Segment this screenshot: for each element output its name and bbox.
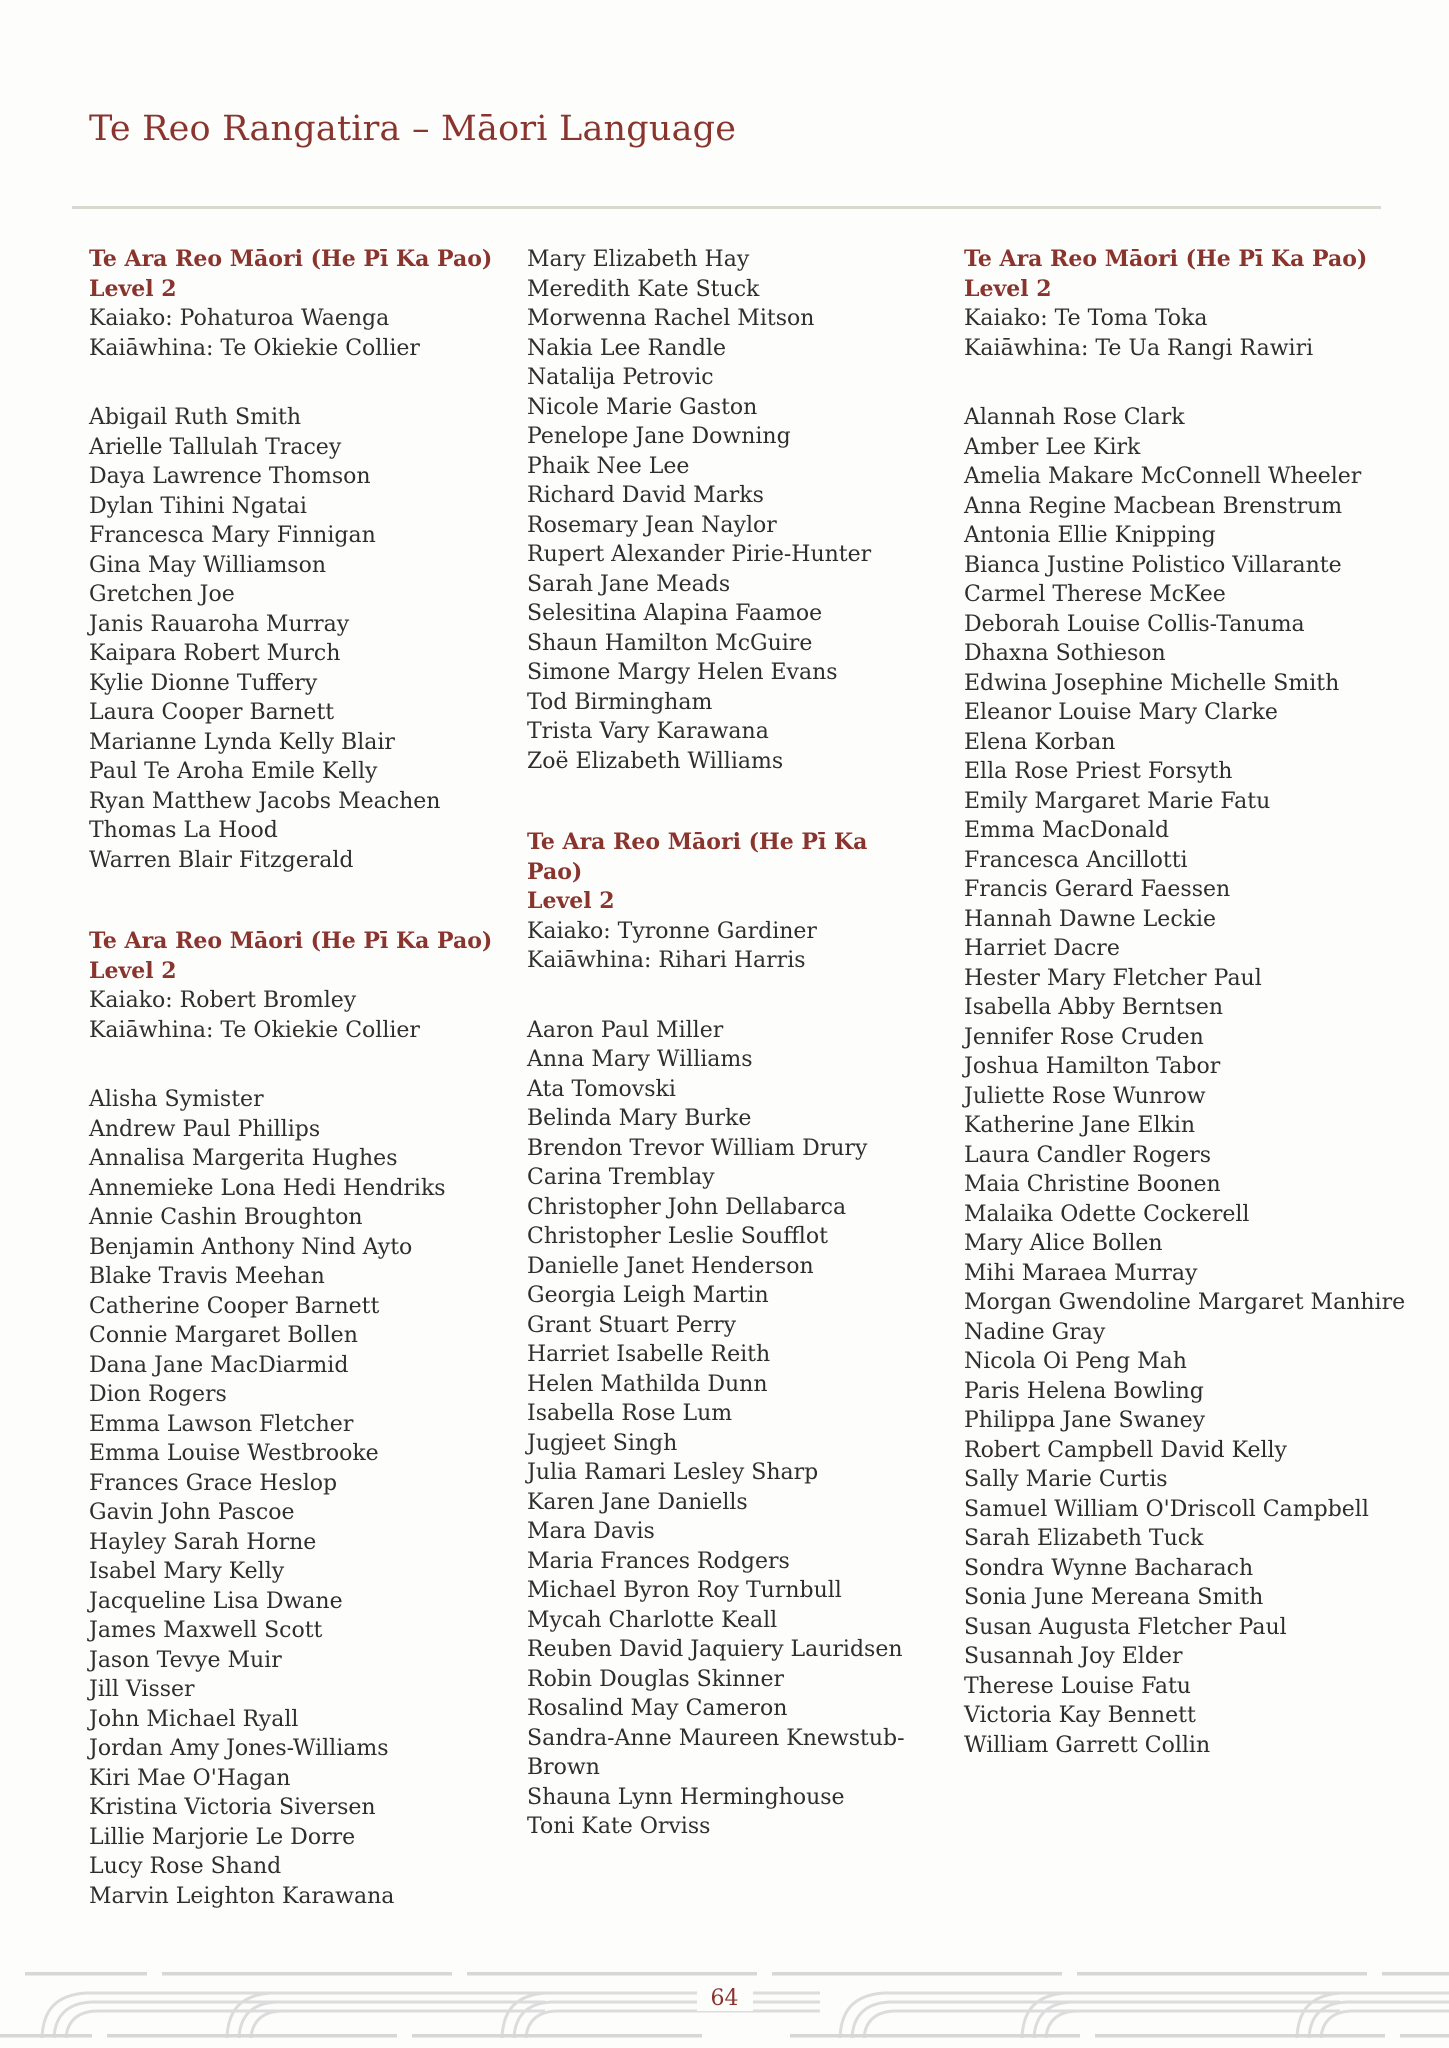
course-section-header xyxy=(89,927,521,1045)
student-name: Jordan Amy Jones-Williams xyxy=(89,1736,389,1761)
student-name: Carina Tremblay xyxy=(527,1165,715,1190)
student-name: Kylie Dionne Tuffery xyxy=(89,670,318,696)
student-name: Thomas La Hood xyxy=(89,818,278,843)
student-name: Deborah Louise Collis-Tanuma xyxy=(964,611,1305,637)
course-level: Level 2 xyxy=(89,275,177,302)
course-level: Level 2 xyxy=(964,275,1052,302)
student-name: Paul Te Aroha Emile Kelly xyxy=(89,759,378,784)
student-name: Annemieke Lona Hedi Hendriks xyxy=(89,1175,446,1201)
student-name: Aaron Paul Miller xyxy=(527,1017,724,1043)
student-name: Victoria Kay Bennett xyxy=(964,1703,1196,1728)
student-name: Kiri Mae O'Hagan xyxy=(89,1765,291,1791)
course-level: Level 2 xyxy=(89,957,177,984)
course-section-header xyxy=(964,245,1446,363)
student-name: Gavin John Pascoe xyxy=(89,1500,295,1525)
student-name: Selesitina Alapina Faamoe xyxy=(527,601,823,626)
student-name: Rosalind May Cameron xyxy=(527,1696,788,1721)
student-name: Tod Birmingham xyxy=(527,689,713,715)
student-name: Rupert Alexander Pirie-Hunter xyxy=(527,542,872,567)
student-name: Arielle Tallulah Tracey xyxy=(89,434,342,460)
course-title: Te Ara Reo Māori (He Pī Ka Pao) xyxy=(89,246,493,272)
student-name: Karen Jane Daniells xyxy=(527,1489,748,1515)
column-left xyxy=(89,245,521,1911)
student-name: Francesca Ancillotti xyxy=(964,847,1188,873)
course-level: Level 2 xyxy=(527,888,615,914)
student-name: Lillie Marjorie Le Dorre xyxy=(89,1824,356,1850)
student-name: Emma Lawson Fletcher xyxy=(89,1411,354,1437)
kaiako-line: Kaiako: Tyronne Gardiner xyxy=(527,918,817,944)
student-name: Mary Elizabeth Hay xyxy=(527,247,750,272)
student-name: Brendon Trevor William Drury xyxy=(527,1135,868,1161)
student-name: Emma Louise Westbrooke xyxy=(89,1441,379,1466)
student-name: Emma MacDonald xyxy=(964,818,1170,843)
student-name-list xyxy=(527,245,919,776)
student-name: Morwenna Rachel Mitson xyxy=(527,306,815,331)
student-name: Sandra-Anne Maureen Knewstub-Brown xyxy=(527,1725,905,1780)
student-name: Nicola Oi Peng Mah xyxy=(964,1349,1187,1374)
student-name: Daya Lawrence Thomson xyxy=(89,464,371,489)
student-name: Francesca Mary Finnigan xyxy=(89,523,376,548)
student-name: Dion Rogers xyxy=(89,1382,227,1407)
student-name: Shauna Lynn Herminghouse xyxy=(527,1784,845,1810)
student-name: Samuel William O'Driscoll Campbell xyxy=(964,1496,1369,1522)
student-name: Nicole Marie Gaston xyxy=(527,394,758,420)
student-name: Bianca Justine Polistico Villarante xyxy=(964,552,1342,578)
student-name: Carmel Therese McKee xyxy=(964,582,1226,607)
student-name: Annie Cashin Broughton xyxy=(89,1205,363,1230)
student-name: Robert Campbell David Kelly xyxy=(964,1437,1287,1463)
student-name: Edwina Josephine Michelle Smith xyxy=(964,670,1340,696)
student-name: Sally Marie Curtis xyxy=(964,1467,1168,1492)
student-name: Danielle Janet Henderson xyxy=(527,1253,814,1279)
course-title: Te Ara Reo Māori (He Pī Ka Pao) xyxy=(964,246,1368,272)
student-name: Grant Stuart Perry xyxy=(527,1312,737,1338)
student-name: Georgia Leigh Martin xyxy=(527,1283,769,1308)
student-name: Helen Mathilda Dunn xyxy=(527,1371,768,1397)
student-name: Amber Lee Kirk xyxy=(964,434,1141,460)
student-name: Ryan Matthew Jacobs Meachen xyxy=(89,788,441,814)
student-name: Mihi Maraea Murray xyxy=(964,1260,1198,1286)
student-name: Toni Kate Orviss xyxy=(527,1814,711,1839)
student-name: Hester Mary Fletcher Paul xyxy=(964,965,1262,991)
student-name: Therese Louise Fatu xyxy=(964,1673,1191,1699)
student-name: Katherine Jane Elkin xyxy=(964,1113,1196,1138)
student-name: Paris Helena Bowling xyxy=(964,1378,1204,1404)
course-section-header xyxy=(89,245,521,363)
kaiako-line: Kaiako: Pohaturoa Waenga xyxy=(89,306,390,331)
student-name-list xyxy=(964,403,1446,1760)
student-name: Harriet Dacre xyxy=(964,936,1120,961)
course-title: Te Ara Reo Māori (He Pī Ka Pao) xyxy=(89,928,493,954)
student-name: Sarah Jane Meads xyxy=(527,571,731,597)
student-name: Morgan Gwendoline Margaret Manhire xyxy=(964,1290,1406,1315)
student-name: Michael Byron Roy Turnbull xyxy=(527,1578,842,1603)
student-name: Christopher Leslie Soufflot xyxy=(527,1224,828,1249)
student-name: Christopher John Dellabarca xyxy=(527,1194,847,1220)
student-name: Hannah Dawne Leckie xyxy=(964,906,1217,932)
student-name: Jacqueline Lisa Dwane xyxy=(89,1588,343,1614)
page-title: Te Reo Rangatira – Māori Language xyxy=(89,109,737,149)
kaiawhina-line: Kaiāwhina: Te Ua Rangi Rawiri xyxy=(964,335,1314,361)
student-name: Laura Cooper Barnett xyxy=(89,700,335,725)
student-name: Isabella Rose Lum xyxy=(527,1401,733,1426)
student-name: Maia Christine Boonen xyxy=(964,1172,1221,1197)
student-name: Frances Grace Heslop xyxy=(89,1470,338,1496)
student-name: John Michael Ryall xyxy=(89,1706,299,1732)
student-name: Catherine Cooper Barnett xyxy=(89,1293,380,1319)
student-name: Dana Jane MacDiarmid xyxy=(89,1352,349,1378)
student-name: Lucy Rose Shand xyxy=(89,1854,282,1879)
student-name: Andrew Paul Phillips xyxy=(89,1116,321,1142)
student-name: Sondra Wynne Bacharach xyxy=(964,1555,1254,1581)
student-name: Susan Augusta Fletcher Paul xyxy=(964,1614,1287,1640)
student-name: Mary Alice Bollen xyxy=(964,1231,1163,1256)
kaiako-line: Kaiako: Te Toma Toka xyxy=(964,306,1208,331)
student-name: Isabel Mary Kelly xyxy=(89,1559,285,1584)
student-name-list xyxy=(89,1085,521,1911)
student-name: Ella Rose Priest Forsyth xyxy=(964,759,1233,784)
student-name: Amelia Makare McConnell Wheeler xyxy=(964,464,1362,489)
student-name: Ata Tomovski xyxy=(527,1076,676,1102)
student-name: Maria Frances Rodgers xyxy=(527,1548,790,1574)
student-name: Abigail Ruth Smith xyxy=(89,405,301,430)
kaiawhina-line: Kaiāwhina: Te Okiekie Collier xyxy=(89,1017,420,1043)
student-name: Kristina Victoria Siversen xyxy=(89,1795,376,1820)
student-name: Malaika Odette Cockerell xyxy=(964,1201,1250,1227)
student-name: Anna Regine Macbean Brenstrum xyxy=(964,493,1343,519)
student-name: Warren Blair Fitzgerald xyxy=(89,847,354,873)
student-name: Robin Douglas Skinner xyxy=(527,1666,784,1692)
student-name: Trista Vary Karawana xyxy=(527,719,769,744)
student-name: James Maxwell Scott xyxy=(89,1618,323,1643)
student-name: Nakia Lee Randle xyxy=(527,335,726,361)
column-right xyxy=(964,245,1446,1760)
student-name: Sonia June Mereana Smith xyxy=(964,1585,1264,1610)
student-name: Alannah Rose Clark xyxy=(964,405,1185,430)
student-name: Laura Candler Rogers xyxy=(964,1142,1212,1168)
student-name: Annalisa Margerita Hughes xyxy=(89,1146,398,1171)
student-name: Gretchen Joe xyxy=(89,582,235,607)
student-name: Hayley Sarah Horne xyxy=(89,1529,317,1555)
student-name: Emily Margaret Marie Fatu xyxy=(964,788,1271,814)
student-name: Shaun Hamilton McGuire xyxy=(527,630,813,656)
student-name: Phaik Nee Lee xyxy=(527,453,690,479)
student-name: Alisha Symister xyxy=(89,1087,264,1112)
column-middle xyxy=(527,245,919,1842)
student-name: Penelope Jane Downing xyxy=(527,424,791,449)
student-name: Nadine Gray xyxy=(964,1319,1106,1345)
student-name: Dylan Tihini Ngatai xyxy=(89,493,307,519)
title-divider xyxy=(72,206,1381,209)
student-name: Mycah Charlotte Keall xyxy=(527,1607,778,1633)
kaiawhina-line: Kaiāwhina: Te Okiekie Collier xyxy=(89,335,420,361)
student-name: Rosemary Jean Naylor xyxy=(527,512,777,538)
course-section-header xyxy=(527,828,919,976)
student-name: Anna Mary Williams xyxy=(527,1047,753,1072)
student-name: Benjamin Anthony Nind Ayto xyxy=(89,1234,413,1260)
student-name: Blake Travis Meehan xyxy=(89,1264,325,1289)
student-name: Joshua Hamilton Tabor xyxy=(964,1054,1221,1079)
student-name: Janis Rauaroha Murray xyxy=(89,611,350,637)
student-name: Connie Margaret Bollen xyxy=(89,1323,358,1348)
student-name: Julia Ramari Lesley Sharp xyxy=(527,1460,819,1485)
student-name: Simone Margy Helen Evans xyxy=(527,660,838,685)
student-name: Meredith Kate Stuck xyxy=(527,276,760,302)
student-name-list xyxy=(89,403,521,875)
kaiawhina-line: Kaiāwhina: Rihari Harris xyxy=(527,948,806,973)
student-name: Reuben David Jaquiery Lauridsen xyxy=(527,1637,903,1662)
student-name: Kaipara Robert Murch xyxy=(89,641,341,666)
student-name: Antonia Ellie Knipping xyxy=(964,523,1216,548)
student-name: Sarah Elizabeth Tuck xyxy=(964,1526,1204,1551)
student-name: Jill Visser xyxy=(89,1677,195,1702)
student-name: Mara Davis xyxy=(527,1519,655,1544)
student-name: Jugjeet Singh xyxy=(527,1430,678,1456)
student-name: Marianne Lynda Kelly Blair xyxy=(89,729,395,755)
student-name: Jason Tevye Muir xyxy=(89,1647,282,1673)
student-name: William Garrett Collin xyxy=(964,1732,1211,1758)
student-name: Jennifer Rose Cruden xyxy=(964,1024,1204,1050)
student-name: Isabella Abby Berntsen xyxy=(964,995,1224,1020)
student-name: Marvin Leighton Karawana xyxy=(89,1883,395,1909)
student-name: Richard David Marks xyxy=(527,483,764,508)
student-name: Francis Gerard Faessen xyxy=(964,877,1231,902)
kaiako-line: Kaiako: Robert Bromley xyxy=(89,988,357,1013)
student-name: Dhaxna Sothieson xyxy=(964,641,1166,666)
student-name: Susannah Joy Elder xyxy=(964,1644,1183,1669)
student-name: Eleanor Louise Mary Clarke xyxy=(964,700,1278,725)
student-name: Philippa Jane Swaney xyxy=(964,1408,1206,1433)
student-name: Elena Korban xyxy=(964,729,1116,755)
student-name: Belinda Mary Burke xyxy=(527,1106,752,1131)
student-name: Zoë Elizabeth Williams xyxy=(527,748,784,774)
page-number: 64 xyxy=(0,1986,1449,2011)
course-title: Te Ara Reo Māori (He Pī Ka Pao) xyxy=(527,829,868,885)
student-name: Gina May Williamson xyxy=(89,552,327,578)
student-name: Harriet Isabelle Reith xyxy=(527,1342,771,1367)
student-name: Juliette Rose Wunrow xyxy=(964,1083,1206,1109)
student-name: Natalija Petrovic xyxy=(527,365,714,390)
student-name-list xyxy=(527,1016,919,1842)
